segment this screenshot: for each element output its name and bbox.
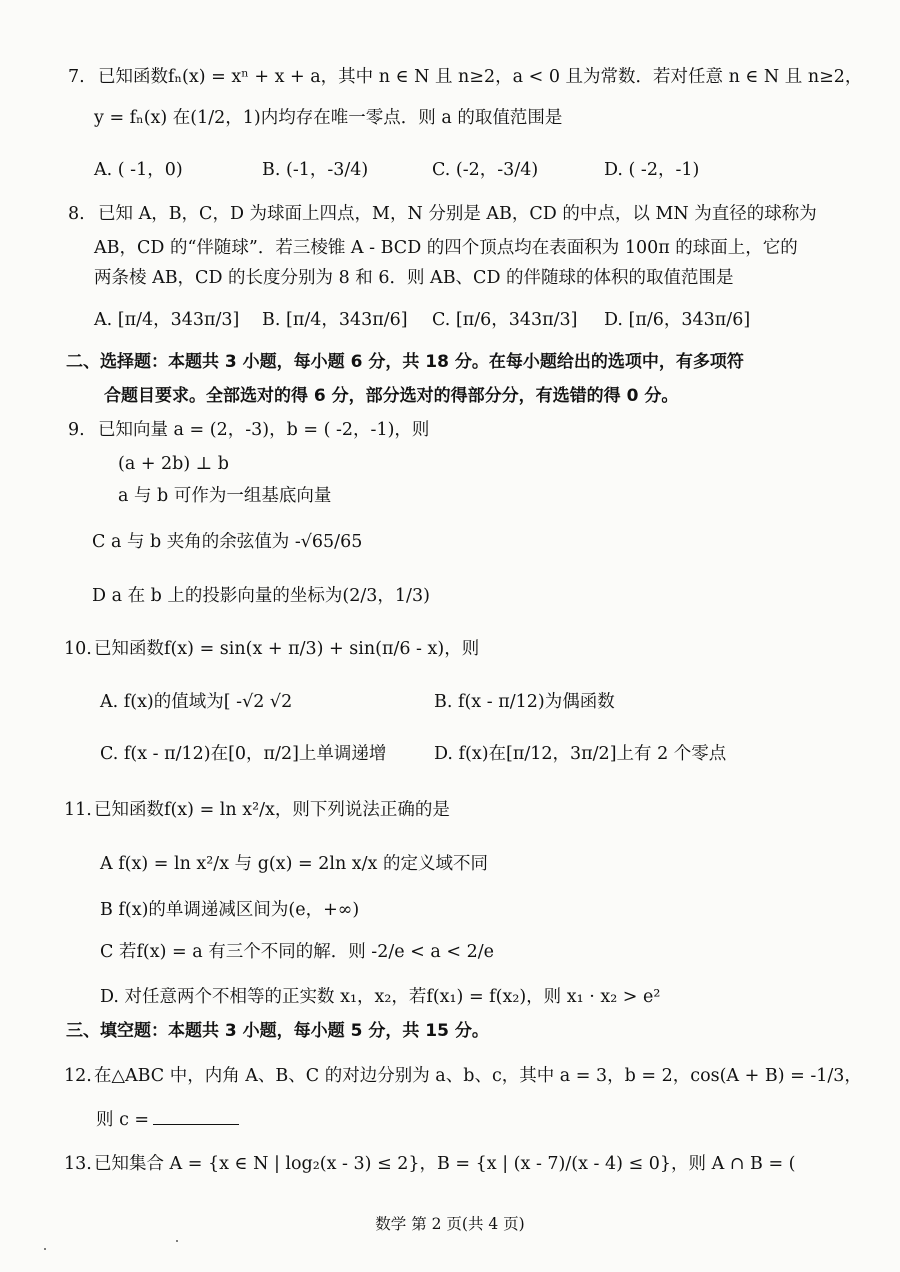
q8-line2: AB，CD 的“伴随球”．若三棱锥 A - BCD 的四个顶点均在表面积为 100π 的球面上，它的 <box>94 238 798 258</box>
q9-stem: 9. 已知向量 a = (2，-3)，b = ( -2，-1)，则 <box>68 420 430 440</box>
q11-option-b: B f(x)的单调递减区间为(e，+∞) <box>100 900 360 920</box>
q10-stem: 10. 已知函数f(x) = sin(x + π/3) + sin(π/6 - x)，则 <box>64 639 480 659</box>
q9-option-a: (a + 2b) ⊥ b <box>118 454 229 474</box>
q8-option-a: A. [π/4，343π/3] <box>94 310 240 330</box>
q8-option-c: C. [π/6，343π/3] <box>432 310 578 330</box>
q7-number: 7. <box>68 67 85 87</box>
q7-option-a: A. ( -1，0) <box>94 160 183 180</box>
q7-line1: 7. 已知函数fₙ(x) = xⁿ + x + a，其中 n ∈ N 且 n≥2，a < 0 且为常数．若对任意 n ∈ N 且 n≥2， <box>68 67 863 87</box>
q7-option-b: B. (-1，-3/4) <box>262 160 369 180</box>
q9-option-c: C a 与 b 夹角的余弦值为 -√65/65 <box>92 532 363 552</box>
q7-option-d: D. ( -2，-1) <box>604 160 700 180</box>
q13-number: 13. <box>64 1154 92 1174</box>
q11-option-c: C 若f(x) = a 有三个不同的解．则 -2/e < a < 2/e <box>100 942 494 962</box>
q8-line3: 两条棱 AB，CD 的长度分别为 8 和 6．则 AB、CD 的伴随球的体积的取值范围是 <box>94 268 734 288</box>
q11-stem: 11. 已知函数f(x) = ln x²/x，则下列说法正确的是 <box>64 800 450 820</box>
q9-number: 9. <box>68 420 85 440</box>
q12-answer-blank <box>153 1124 239 1125</box>
q8-option-d: D. [π/6，343π/6] <box>604 310 751 330</box>
q10-option-a: A. f(x)的值域为[ -√2 √2 <box>100 692 293 712</box>
q11-option-d: D. 对任意两个不相等的正实数 x₁，x₂，若f(x₁) = f(x₂)，则 x₁ · x₂ > e² <box>100 987 661 1007</box>
q12-number: 12. <box>64 1066 92 1086</box>
q8-line1: 8. 已知 A，B，C，D 为球面上四点，M，N 分别是 AB，CD 的中点，以 MN 为直径的球称为 <box>68 204 817 224</box>
section2-heading-line2: 合题目要求。全部选对的得 6 分，部分选对的得部分分，有选错的得 0 分。 <box>104 386 679 406</box>
q10-option-b: B. f(x - π/12)为偶函数 <box>434 692 615 712</box>
q8-number: 8. <box>68 204 85 224</box>
q10-number: 10. <box>64 639 92 659</box>
q11-option-a: A f(x) = ln x²/x 与 g(x) = 2ln x/x 的定义域不同 <box>100 854 488 874</box>
scan-speck <box>44 1248 46 1250</box>
q12-line1: 12. 在△ABC 中，内角 A、B、C 的对边分别为 a、b、c，其中 a = 3，b = 2，cos(A + B) = -1/3， <box>64 1066 862 1086</box>
q12-line2: 则 c = <box>96 1112 239 1130</box>
page-footer: 数学 第 2 页(共 4 页) <box>375 1215 525 1233</box>
q8-option-b: B. [π/4，343π/6] <box>262 310 408 330</box>
q10-option-c: C. f(x - π/12)在[0，π/2]上单调递增 <box>100 744 387 764</box>
q10-option-d: D. f(x)在[π/12，3π/2]上有 2 个零点 <box>434 744 727 764</box>
q7-option-c: C. (-2，-3/4) <box>432 160 539 180</box>
q9-option-d: D a 在 b 上的投影向量的坐标为(2/3，1/3) <box>92 586 430 606</box>
q11-number: 11. <box>64 800 92 820</box>
scan-speck <box>176 1240 178 1242</box>
q9-option-b: a 与 b 可作为一组基底向量 <box>118 486 332 506</box>
section3-heading: 三、填空题：本题共 3 小题，每小题 5 分，共 15 分。 <box>66 1021 489 1041</box>
q13-stem: 13. 已知集合 A = {x ∈ N | log₂(x - 3) ≤ 2}，B = {x | (x - 7)/(x - 4) ≤ 0}，则 A ∩ B = ( <box>64 1154 796 1174</box>
section2-heading-line1: 二、选择题：本题共 3 小题，每小题 6 分，共 18 分。在每小题给出的选项中，有多项符 <box>66 352 744 372</box>
q7-line2: y = fₙ(x) 在(1/2，1)内均存在唯一零点．则 a 的取值范围是 <box>94 108 563 128</box>
